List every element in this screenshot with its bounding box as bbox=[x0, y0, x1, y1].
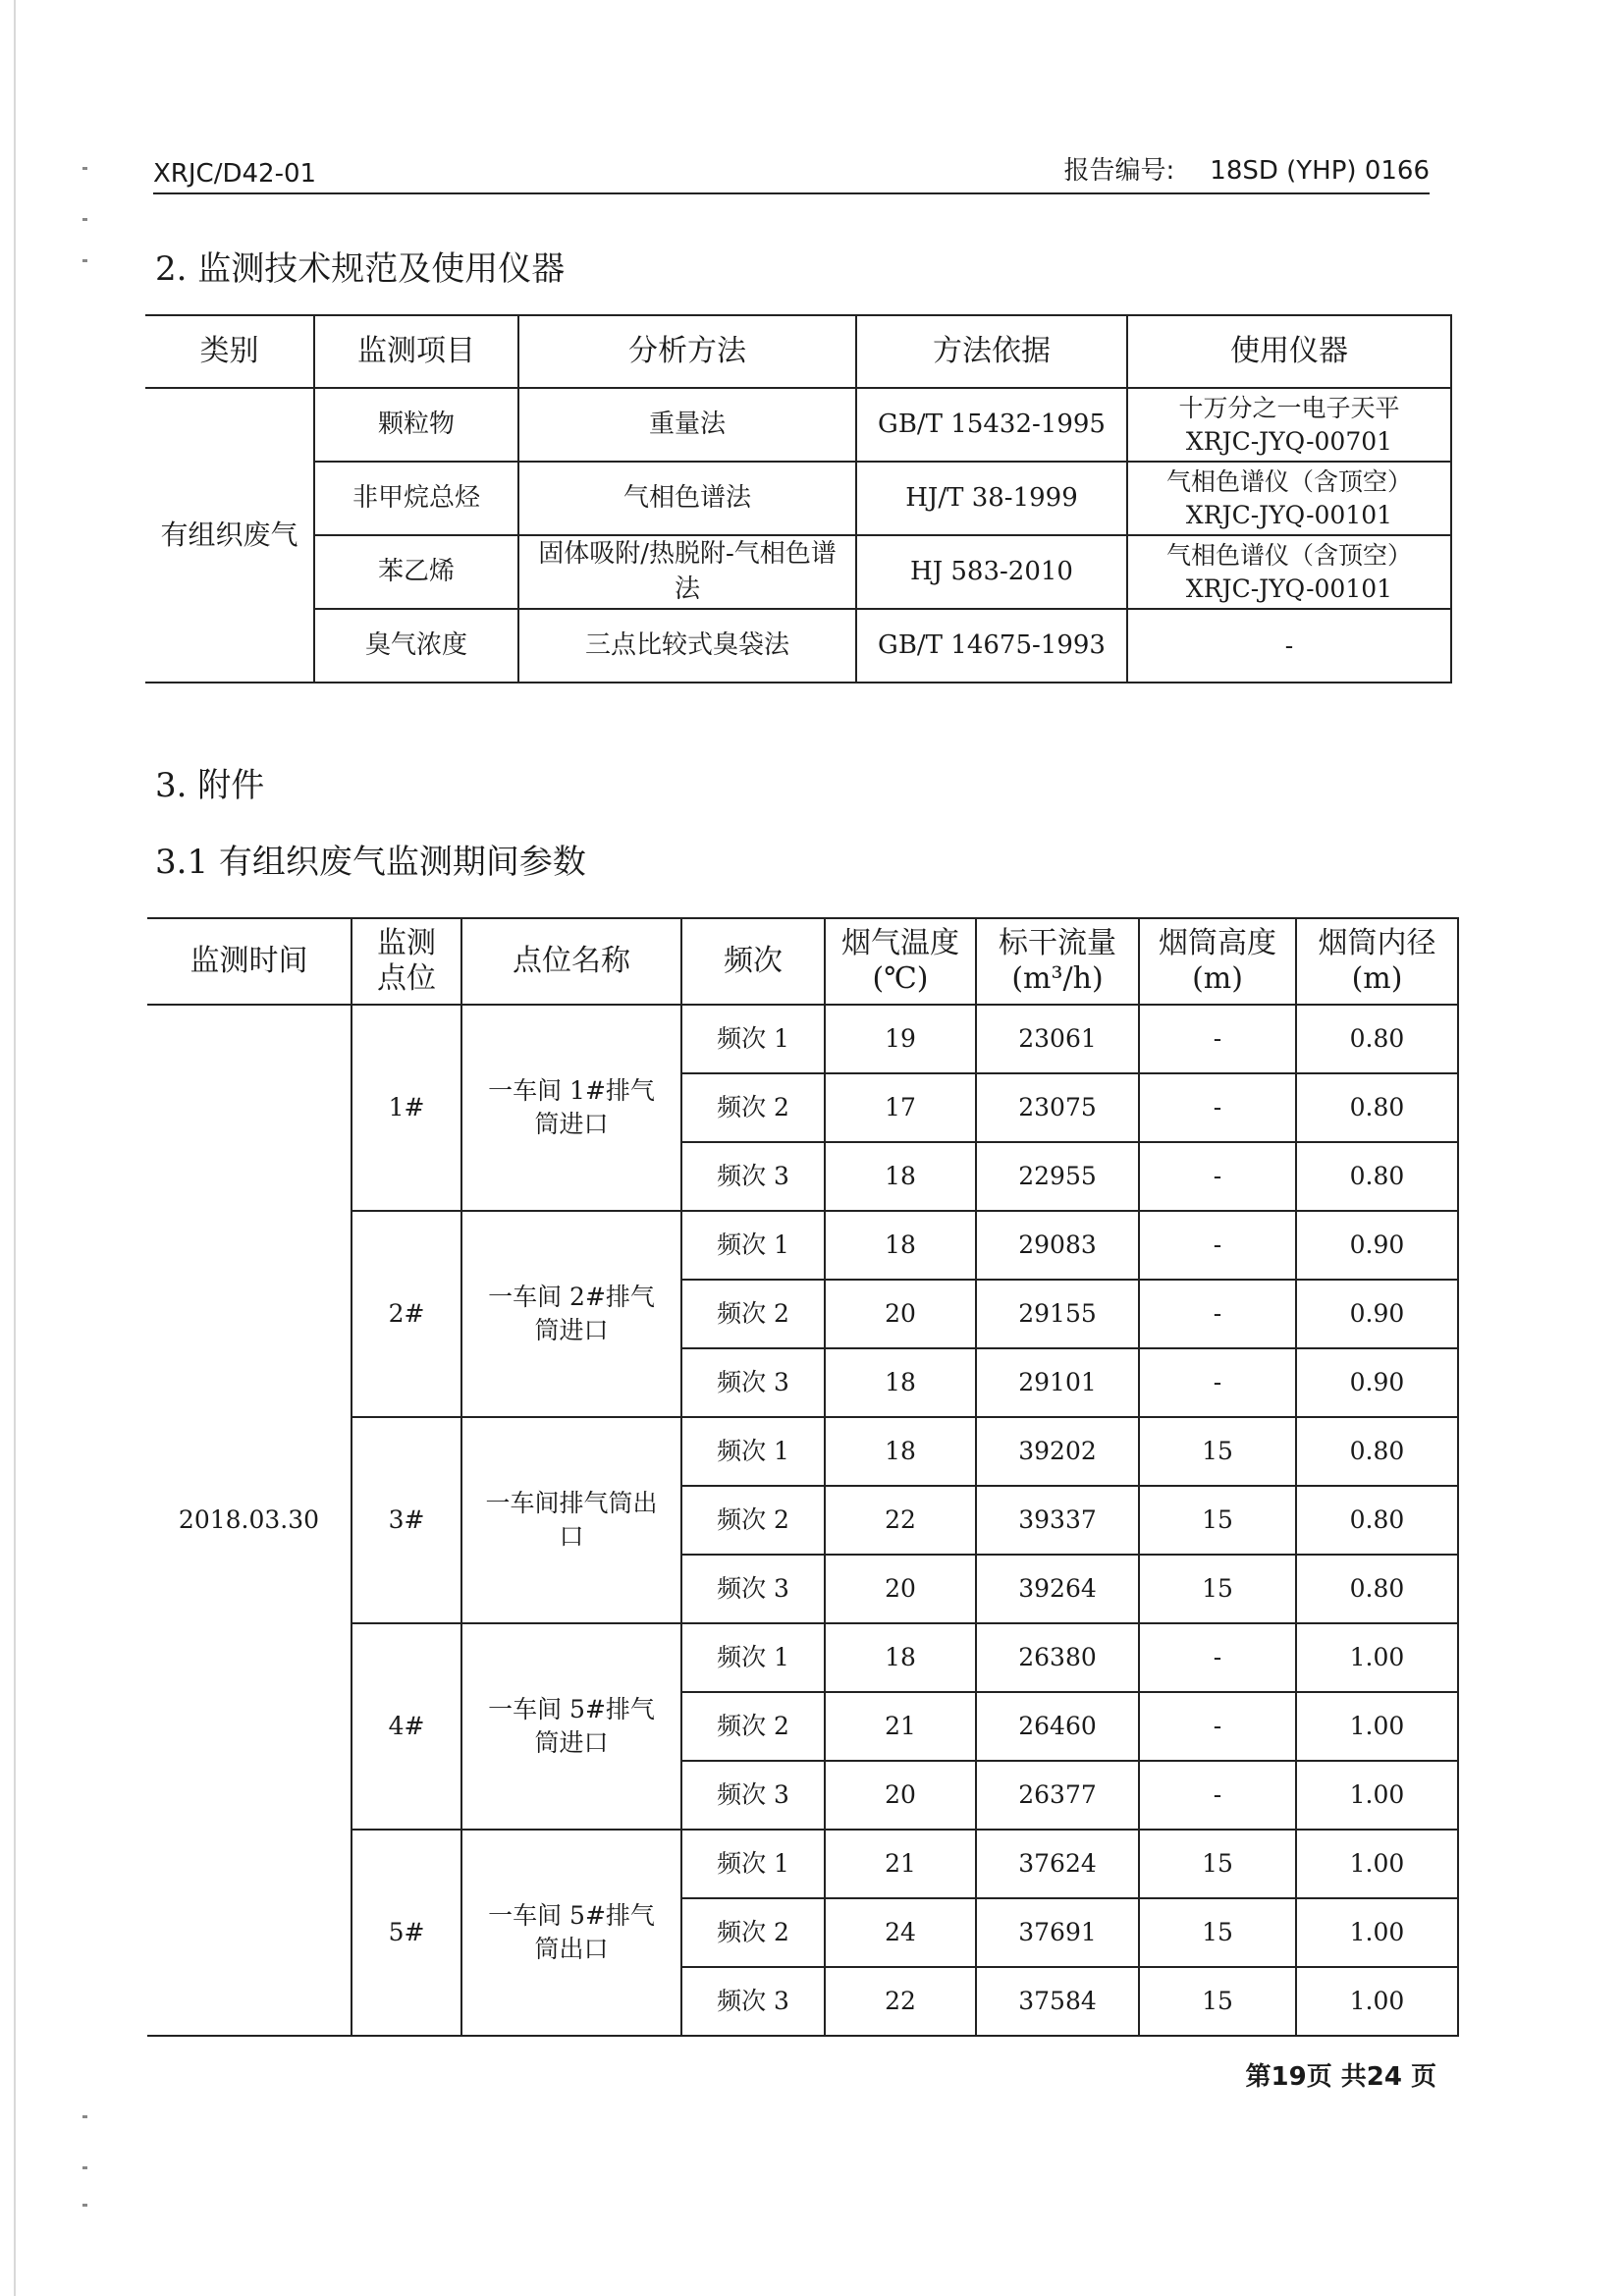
col-header: 监测项目 bbox=[314, 315, 518, 388]
scan-mark bbox=[82, 2166, 87, 2169]
temp-cell: 24 bbox=[825, 1898, 976, 1967]
point-name-cell: 一车间 1#排气筒进口 bbox=[461, 1005, 681, 1211]
point-name-cell: 一车间排气筒出口 bbox=[461, 1417, 681, 1623]
flow-cell: 37584 bbox=[976, 1967, 1139, 2036]
col-header-time: 监测时间 bbox=[147, 918, 352, 1005]
flow-cell: 26380 bbox=[976, 1623, 1139, 1692]
flow-cell: 22955 bbox=[976, 1142, 1139, 1211]
scan-mark bbox=[82, 259, 87, 262]
instrument-code: XRJC-JYQ-00101 bbox=[1185, 574, 1393, 603]
basis-cell: HJ/T 38-1999 bbox=[856, 462, 1127, 535]
freq-cell: 频次 2 bbox=[681, 1280, 825, 1348]
diameter-cell: 0.80 bbox=[1296, 1142, 1458, 1211]
diameter-cell: 1.00 bbox=[1296, 1830, 1458, 1898]
temp-cell: 18 bbox=[825, 1417, 976, 1486]
freq-cell: 频次 2 bbox=[681, 1073, 825, 1142]
report-number-value: 18SD (YHP) 0166 bbox=[1210, 156, 1430, 186]
tech-spec-table bbox=[145, 314, 1452, 683]
diameter-cell: 0.90 bbox=[1296, 1211, 1458, 1280]
page-header bbox=[153, 149, 1430, 194]
basis-cell: HJ 583-2010 bbox=[856, 535, 1127, 609]
instrument-code: XRJC-JYQ-00101 bbox=[1185, 500, 1393, 529]
freq-cell: 频次 3 bbox=[681, 1967, 825, 2036]
temp-cell: 22 bbox=[825, 1486, 976, 1555]
flow-cell: 29155 bbox=[976, 1280, 1139, 1348]
col-header-flow: 标干流量(m³/h) bbox=[976, 918, 1139, 1005]
col-header-point: 监测点位 bbox=[352, 918, 461, 1005]
height-cell: - bbox=[1139, 1005, 1296, 1073]
scan-mark bbox=[82, 2204, 87, 2207]
freq-cell: 频次 1 bbox=[681, 1005, 825, 1073]
item-cell: 非甲烷总烃 bbox=[314, 462, 518, 535]
flow-cell: 39337 bbox=[976, 1486, 1139, 1555]
point-cell: 4# bbox=[352, 1623, 461, 1830]
freq-cell: 频次 2 bbox=[681, 1898, 825, 1967]
instrument-cell bbox=[1127, 388, 1451, 462]
col-header-temp: 烟气温度(℃) bbox=[825, 918, 976, 1005]
height-cell: 15 bbox=[1139, 1417, 1296, 1486]
instrument-cell bbox=[1127, 462, 1451, 535]
flow-cell: 37691 bbox=[976, 1898, 1139, 1967]
freq-cell: 频次 3 bbox=[681, 1348, 825, 1417]
diameter-cell: 0.80 bbox=[1296, 1073, 1458, 1142]
flow-cell: 37624 bbox=[976, 1830, 1139, 1898]
height-cell: 15 bbox=[1139, 1486, 1296, 1555]
point-name-cell: 一车间 5#排气筒出口 bbox=[461, 1830, 681, 2036]
col-header-diameter: 烟筒内径(m) bbox=[1296, 918, 1458, 1005]
temp-cell: 19 bbox=[825, 1005, 976, 1073]
diameter-cell: 1.00 bbox=[1296, 1761, 1458, 1830]
height-cell: - bbox=[1139, 1211, 1296, 1280]
table-row bbox=[145, 535, 1451, 609]
basis-cell: GB/T 15432-1995 bbox=[856, 388, 1127, 462]
diameter-cell: 1.00 bbox=[1296, 1967, 1458, 2036]
col-header: 分析方法 bbox=[518, 315, 856, 388]
freq-cell: 频次 3 bbox=[681, 1555, 825, 1623]
point-name-cell: 一车间 2#排气筒进口 bbox=[461, 1211, 681, 1417]
report-number-label: 报告编号: bbox=[1063, 156, 1175, 186]
point-cell: 1# bbox=[352, 1005, 461, 1211]
flow-cell: 23075 bbox=[976, 1073, 1139, 1142]
scan-mark bbox=[82, 167, 87, 170]
temp-cell: 20 bbox=[825, 1280, 976, 1348]
height-cell: 15 bbox=[1139, 1555, 1296, 1623]
flow-cell: 26377 bbox=[976, 1761, 1139, 1830]
height-cell: - bbox=[1139, 1348, 1296, 1417]
temp-cell: 18 bbox=[825, 1142, 976, 1211]
section-3-title: 3. 附件 bbox=[155, 766, 265, 805]
method-cell: 重量法 bbox=[518, 388, 856, 462]
temp-cell: 17 bbox=[825, 1073, 976, 1142]
section-3-1-title: 3.1 有组织废气监测期间参数 bbox=[155, 843, 586, 882]
instrument-name: 十万分之一电子天平 bbox=[1178, 393, 1400, 422]
temp-cell: 18 bbox=[825, 1211, 976, 1280]
basis-cell: GB/T 14675-1993 bbox=[856, 609, 1127, 683]
date-cell: 2018.03.30 bbox=[147, 1005, 352, 2036]
point-cell: 2# bbox=[352, 1211, 461, 1417]
instrument-name: 气相色谱仪（含顶空） bbox=[1165, 466, 1412, 496]
diameter-cell: 0.80 bbox=[1296, 1417, 1458, 1486]
col-header-name: 点位名称 bbox=[461, 918, 681, 1005]
flow-cell: 29101 bbox=[976, 1348, 1139, 1417]
col-header: 使用仪器 bbox=[1127, 315, 1451, 388]
table-header-row bbox=[147, 918, 1458, 1005]
flow-cell: 39264 bbox=[976, 1555, 1139, 1623]
height-cell: 15 bbox=[1139, 1830, 1296, 1898]
table-row bbox=[145, 462, 1451, 535]
temp-cell: 21 bbox=[825, 1830, 976, 1898]
method-cell: 气相色谱法 bbox=[518, 462, 856, 535]
temp-cell: 18 bbox=[825, 1348, 976, 1417]
col-header-height: 烟筒高度(m) bbox=[1139, 918, 1296, 1005]
temp-cell: 20 bbox=[825, 1555, 976, 1623]
freq-cell: 频次 3 bbox=[681, 1761, 825, 1830]
category-cell: 有组织废气 bbox=[145, 388, 314, 683]
freq-cell: 频次 2 bbox=[681, 1486, 825, 1555]
diameter-cell: 1.00 bbox=[1296, 1623, 1458, 1692]
item-cell: 颗粒物 bbox=[314, 388, 518, 462]
table-row bbox=[147, 1005, 1458, 1073]
method-cell: 固体吸附/热脱附-气相色谱法 bbox=[518, 535, 856, 609]
point-cell: 3# bbox=[352, 1417, 461, 1623]
diameter-cell: 1.00 bbox=[1296, 1898, 1458, 1967]
flow-cell: 39202 bbox=[976, 1417, 1139, 1486]
diameter-cell: 0.90 bbox=[1296, 1348, 1458, 1417]
diameter-cell: 1.00 bbox=[1296, 1692, 1458, 1761]
height-cell: - bbox=[1139, 1142, 1296, 1211]
height-cell: 15 bbox=[1139, 1898, 1296, 1967]
instrument-cell bbox=[1127, 609, 1451, 683]
freq-cell: 频次 1 bbox=[681, 1211, 825, 1280]
temp-cell: 22 bbox=[825, 1967, 976, 2036]
height-cell: - bbox=[1139, 1692, 1296, 1761]
flow-cell: 29083 bbox=[976, 1211, 1139, 1280]
diameter-cell: 0.80 bbox=[1296, 1555, 1458, 1623]
page-number: 第19页 共24 页 bbox=[1245, 2062, 1436, 2092]
col-header: 方法依据 bbox=[856, 315, 1127, 388]
scan-mark bbox=[82, 218, 87, 221]
point-cell: 5# bbox=[352, 1830, 461, 2036]
diameter-cell: 0.80 bbox=[1296, 1486, 1458, 1555]
table-row bbox=[145, 609, 1451, 683]
instrument-code: XRJC-JYQ-00701 bbox=[1185, 426, 1393, 456]
instrument-name: 气相色谱仪（含顶空） bbox=[1165, 540, 1412, 570]
temp-cell: 21 bbox=[825, 1692, 976, 1761]
item-cell: 苯乙烯 bbox=[314, 535, 518, 609]
flow-cell: 26460 bbox=[976, 1692, 1139, 1761]
emission-parameters-table bbox=[147, 917, 1459, 2037]
col-header-freq: 频次 bbox=[681, 918, 825, 1005]
scan-mark bbox=[82, 2115, 87, 2118]
point-name-cell: 一车间 5#排气筒进口 bbox=[461, 1623, 681, 1830]
height-cell: 15 bbox=[1139, 1967, 1296, 2036]
item-cell: 臭气浓度 bbox=[314, 609, 518, 683]
diameter-cell: 0.90 bbox=[1296, 1280, 1458, 1348]
height-cell: - bbox=[1139, 1280, 1296, 1348]
height-cell: - bbox=[1139, 1073, 1296, 1142]
method-cell: 三点比较式臭袋法 bbox=[518, 609, 856, 683]
temp-cell: 18 bbox=[825, 1623, 976, 1692]
instrument-name: - bbox=[1284, 630, 1294, 660]
col-header: 类别 bbox=[145, 315, 314, 388]
table-header-row bbox=[145, 315, 1451, 388]
height-cell: - bbox=[1139, 1761, 1296, 1830]
freq-cell: 频次 1 bbox=[681, 1623, 825, 1692]
temp-cell: 20 bbox=[825, 1761, 976, 1830]
page-edge-line bbox=[14, 0, 16, 2296]
report-number bbox=[1064, 150, 1430, 187]
freq-cell: 频次 1 bbox=[681, 1417, 825, 1486]
flow-cell: 23061 bbox=[976, 1005, 1139, 1073]
freq-cell: 频次 2 bbox=[681, 1692, 825, 1761]
diameter-cell: 0.80 bbox=[1296, 1005, 1458, 1073]
doc-code: XRJC/D42-01 bbox=[153, 159, 317, 189]
freq-cell: 频次 3 bbox=[681, 1142, 825, 1211]
freq-cell: 频次 1 bbox=[681, 1830, 825, 1898]
parameters-body bbox=[147, 1005, 1458, 2036]
table-row bbox=[145, 388, 1451, 462]
instrument-cell bbox=[1127, 535, 1451, 609]
section-2-title: 2. 监测技术规范及使用仪器 bbox=[155, 249, 566, 289]
height-cell: - bbox=[1139, 1623, 1296, 1692]
